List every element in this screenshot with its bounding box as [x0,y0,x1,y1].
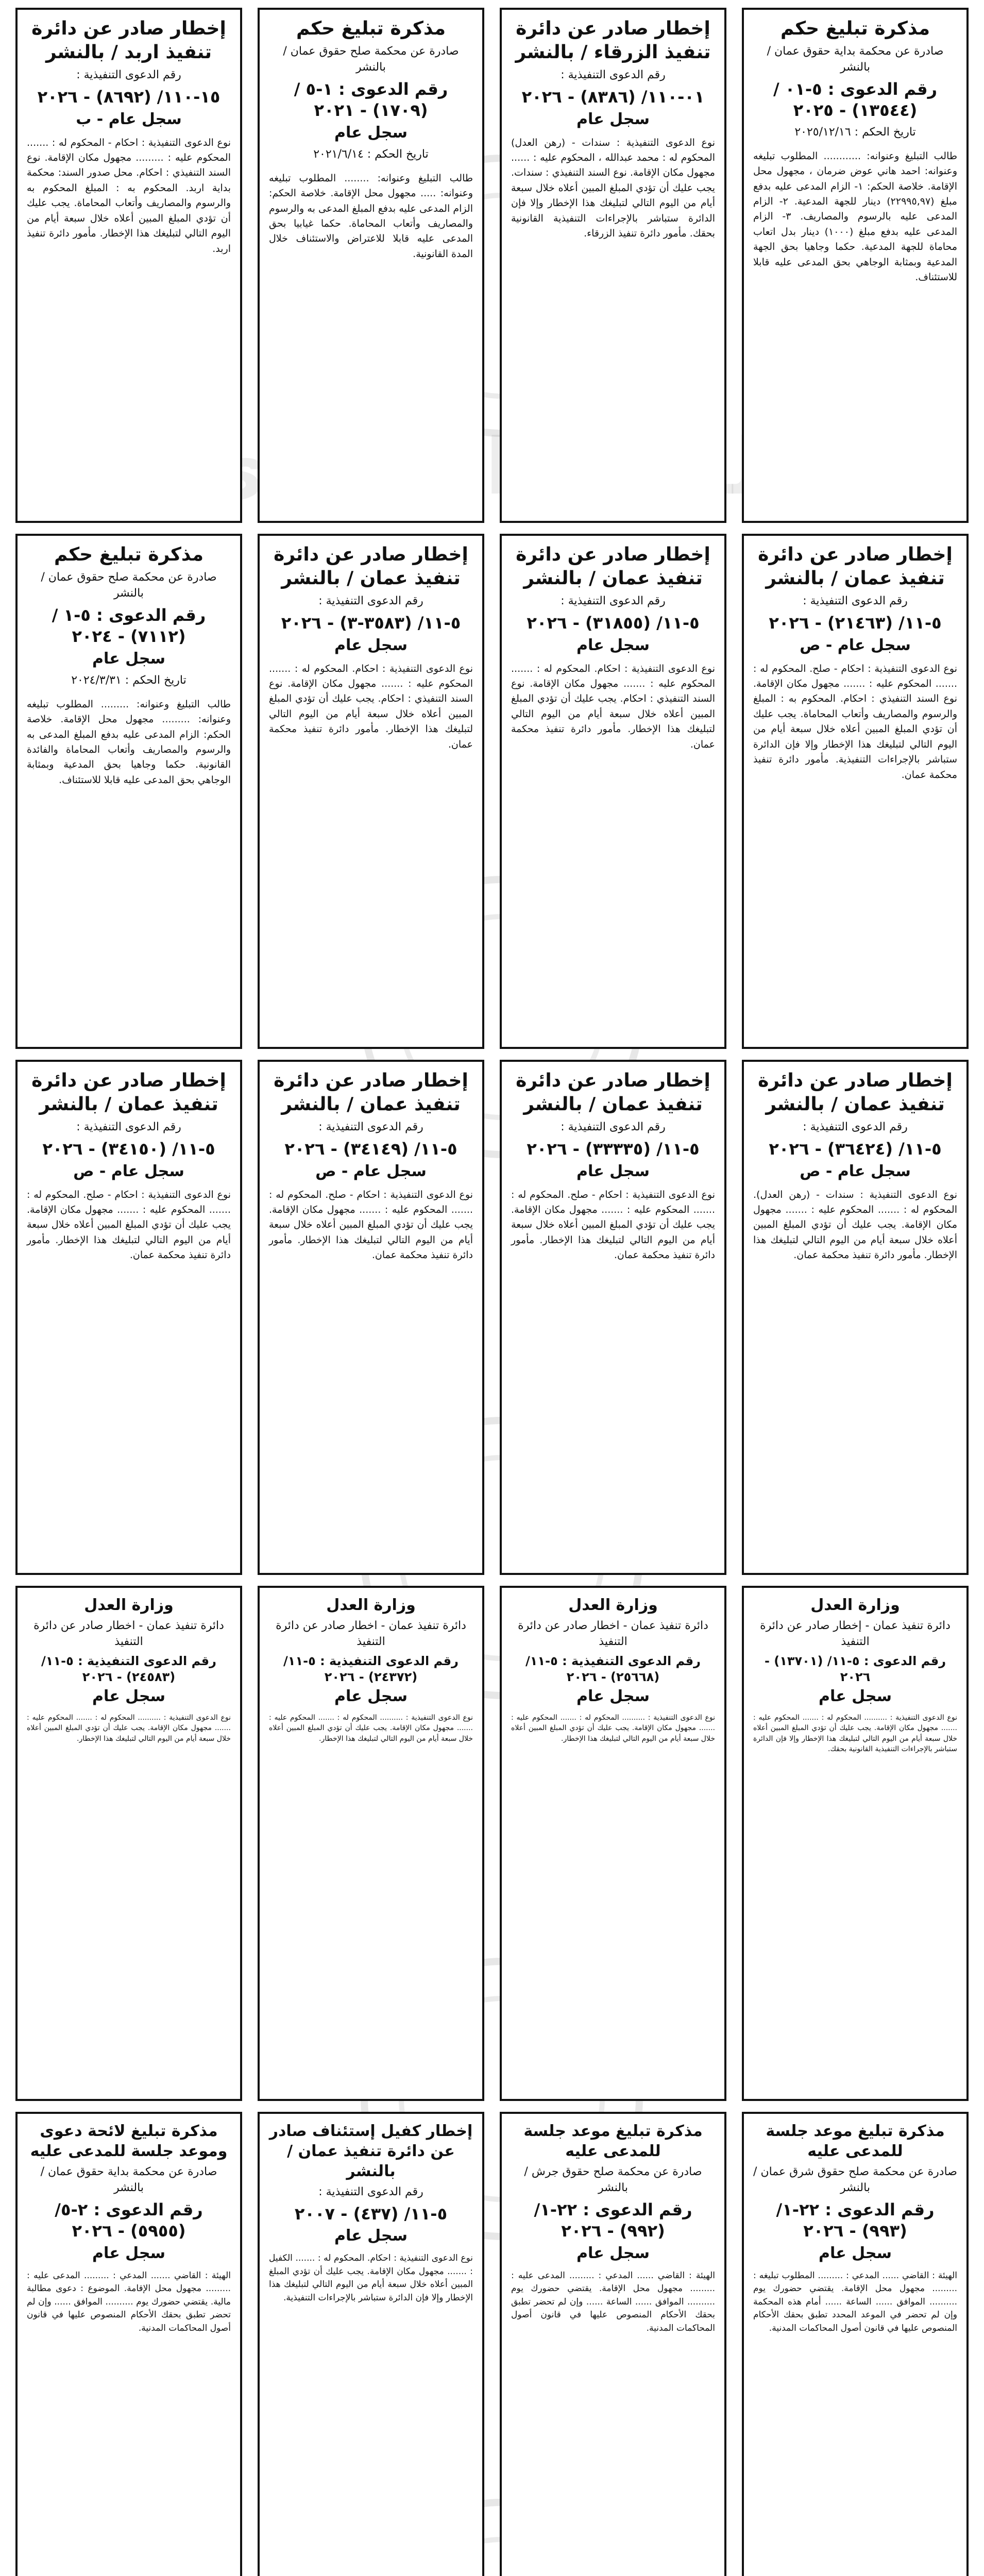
notice-title: وزارة العدل [84,1596,174,1614]
notice-body: طالب التبليغ وعنوانه: ........ المطلوب تبليغه وعنوانه: ..... مجهول محل الإقامة. خلاصة الحكم: الزام المدعى عليه بدفع المبلغ المدعى به والرسوم والمصاريف وأتعاب المحاماة. حكما غيابيا بحق المدعى عليه قابلا للاعتراض والاستئناف خلال المدة القانونية. [269,172,473,260]
notice-body: نوع الدعوى التنفيذية : .......... المحكوم له : ....... المحكوم عليه : ....... مجهول مكان الإقامة. يجب عليك أن تؤدي المبلغ المبين أعلاه خلال سبعة أيام من اليوم التالي لتبليغك هذا الإخطار. [27,1713,231,1743]
legal-notice [500,1060,726,1575]
legal-notice [15,534,242,1049]
legal-notice [15,8,242,523]
notice-register: سجل عام [92,649,166,668]
watermark-text: الوكيل الإخباري [196,422,788,512]
notice-date: تاريخ الحكم : ٢٠٢٤/٣/٣١ [71,673,186,687]
legal-notice [742,1586,969,2101]
notice-body: نوع الدعوى التنفيذية : احكام - صلح. المحكوم له : ....... المحكوم عليه : ....... مجهول مكان الإقامة. يجب عليك أن تؤدي المبلغ المبين أعلاه خلال سبعة أيام من اليوم التالي لتبليغك هذا الإخطار. مأمور دائرة تنفيذ محكمة عمان. [27,1189,231,1261]
notice-case-number: رقم الدعوى : ٥-١١/ (١٣٧٠١) - ٢٠٢٦ [764,1653,946,1684]
notice-title: إخطار صادر عن دائرة تنفيذ عمان / بالنشر [31,1070,226,1115]
notice-body: نوع الدعوى التنفيذية : .......... المحكوم له : ....... المحكوم عليه : ....... مجهول مكان الإقامة. يجب عليك أن تؤدي المبلغ المبين أعلاه خلال سبعة أيام من اليوم التالي لتبليغك هذا الإخطار. [511,1713,715,1743]
notice-case-number: رقم الدعوى : ٥-١ / (٧١١٢) - ٢٠٢٤ [52,605,206,647]
notice-subtitle: رقم الدعوى التنفيذية : [803,595,908,608]
notice-register: سجل عام [576,636,650,654]
notice-case-number: رقم الدعوى : ١-٥ / (١٧٠٩) - ٢٠٢١ [294,79,448,121]
notice-body: طالب التبليغ وعنوانه: ......... المطلوب تبليغه وعنوانه: ......... مجهول محل الإقامة. خلاصة الحكم: الزام المدعى عليه بدفع المبلغ المدعى به والرسوم والمصاريف وأتعاب المحاماة والفائدة القانونية. حكما وجاهيا بحق المدعية وبمثابة الوجاهي بحق المدعى عليه قابلا للاستئناف. [27,698,231,786]
notice-subtitle: رقم الدعوى التنفيذية : [318,2185,423,2198]
legal-notice [500,2112,726,2576]
notice-subtitle: رقم الدعوى التنفيذية : [561,595,666,608]
notice-register: سجل عام [92,2244,166,2262]
notice-case-number: ٥-١١/ (٣٤١٥٠) - ٢٠٢٦ [42,1139,215,1159]
notice-date: تاريخ الحكم : ٢٠٢١/٦/١٤ [313,147,429,161]
notice-subtitle: دائرة تنفيذ عمان - اخطار صادر عن دائرة التنفيذ [33,1619,224,1648]
notice-title: وزارة العدل [326,1596,416,1614]
notice-register: سجل عام [576,1687,650,1705]
notices-grid [15,8,969,2576]
notice-case-number: ٥-١١/ (٢١٤٦٣) - ٢٠٢٦ [769,613,942,633]
notice-register: سجل عام [92,1687,166,1705]
notice-title: إخطار صادر عن دائرة تنفيذ عمان / بالنشر [758,1070,953,1115]
notice-register: سجل عام [818,1687,892,1705]
notice-subtitle: صادرة عن محكمة بداية حقوق عمان / بالنشر [767,45,944,74]
notice-title: إخطار صادر عن دائرة تنفيذ اربد / بالنشر [31,18,226,63]
legal-notice [15,1586,242,2101]
notice-body: نوع الدعوى التنفيذية : احكام. المحكوم له : ....... المحكوم عليه : ....... مجهول مكان الإقامة. نوع السند التنفيذي : احكام. يجب عليك أن تؤدي المبلغ المبين أعلاه خلال سبعة أيام من اليوم التالي لتبليغك هذا الإخطار. مأمور دائرة تنفيذ محكمة عمان. [269,663,473,750]
notice-case-number: ١٥-١١٠/ (٨٦٩٢) - ٢٠٢٦ [37,87,220,107]
notice-case-number: رقم الدعوى : ٥-٠١ / (١٣٥٤٤) - ٢٠٢٥ [773,79,938,121]
notice-register: سجل عام [334,2227,408,2245]
notice-title: مذكرة تبليغ حكم [54,544,204,565]
notice-body: نوع الدعوى التنفيذية : احكام - صلح. المحكوم له : ....... المحكوم عليه : ....... مجهول مكان الإقامة. يجب عليك أن تؤدي المبلغ المبين أعلاه خلال سبعة أيام من اليوم التالي لتبليغك هذا الإخطار. مأمور دائرة تنفيذ محكمة عمان. [511,1189,715,1261]
notice-subtitle: رقم الدعوى التنفيذية : [561,69,666,82]
notice-subtitle: رقم الدعوى التنفيذية : [318,595,423,608]
notice-title: مذكرة تبليغ حكم [296,18,446,39]
notice-subtitle: دائرة تنفيذ عمان - اخطار صادر عن دائرة التنفيذ [518,1619,708,1648]
notice-title: مذكرة تبليغ لائحة دعوى وموعد جلسة للمدعى عليه [30,2122,228,2160]
notice-title: إخطار صادر عن دائرة تنفيذ عمان / بالنشر [758,544,953,589]
notice-body: نوع الدعوى التنفيذية : احكام - صلح. المحكوم له : ....... المحكوم عليه : ....... مجهول مكان الإقامة. يجب عليك أن تؤدي المبلغ المبين أعلاه خلال سبعة أيام من اليوم التالي لتبليغك هذا الإخطار. مأمور دائرة تنفيذ محكمة عمان. [269,1189,473,1261]
notice-register: سجل عام - ص [73,1162,184,1180]
legal-notice [742,1060,969,1575]
notice-case-number: رقم الدعوى : ٢-٥/ (٥٩٥٥) - ٢٠٢٦ [55,2199,203,2241]
legal-notice [258,1060,484,1575]
notice-register: سجل عام [576,2244,650,2262]
legal-notice [500,1586,726,2101]
notice-body: نوع الدعوى التنفيذية : احكام. المحكوم له : ....... الكفيل : ....... مجهول مكان الإقامة. يجب عليك أن تؤدي المبلغ المبين أعلاه خلال سبعة أيام من اليوم التالي لتبليغك هذا الإخطار وإلا فإن الدائرة ستباشر بالإجراءات التنفيذية. [269,2253,473,2303]
notice-subtitle: صادرة عن محكمة صلح حقوق عمان / بالنشر [283,45,459,74]
notice-body: الهيئة : القاضي ...... المدعي : ......... المدعى عليه : ......... مجهول محل الإقامة. يقتضي حضورك يوم .......... الموافق ...... الساعة ...... وإن لم تحضر تطبق بحقك الأحكام المنصوص عليها في قانون أصول المحاكمات المدنية. [511,2270,715,2333]
notice-subtitle: صادرة عن محكمة صلح حقوق شرق عمان / بالنشر [753,2165,957,2194]
notice-title: وزارة العدل [568,1596,658,1614]
notice-register: سجل عام - ص [800,1162,911,1180]
notice-date: تاريخ الحكم : ٢٠٢٥/١٢/١٦ [794,125,916,139]
notice-subtitle: صادرة عن محكمة صلح حقوق عمان / بالنشر [41,571,217,600]
notice-title: إخطار كفيل إستئناف صادر عن دائرة تنفيذ عمان / بالنشر [269,2122,473,2180]
notice-register: سجل عام [576,110,650,128]
notice-register: سجل عام - ص [800,636,911,654]
notice-case-number: رقم الدعوى التنفيذية : ٥-١١/ (٢٤٣٧٢) - ٢٠٢٦ [283,1653,459,1684]
notice-register: سجل عام - ص [315,1162,427,1180]
notice-body: الهيئة : القاضي ...... المدعي : ......... المطلوب تبليغه : ......... مجهول محل الإقامة. يقتضي حضورك يوم .......... الموافق ...... الساعة ...... أمام هذه المحكمة وإن لم تحضر في الموعد المحدد تطبق بحقك الأحكام المنصوص عليها في قانون أصول المحاكمات المدنية. [753,2270,957,2333]
legal-notice [258,8,484,523]
notice-body: نوع الدعوى التنفيذية : .......... المحكوم له : ....... المحكوم عليه : ....... مجهول مكان الإقامة. يجب عليك أن تؤدي المبلغ المبين أعلاه خلال سبعة أيام من اليوم التالي لتبليغك هذا الإخطار. [269,1713,473,1743]
notice-title: مذكرة تبليغ موعد جلسة للمدعى عليه [766,2122,945,2160]
notice-subtitle: رقم الدعوى التنفيذية : [318,1121,423,1134]
notice-case-number: ٥-١١/ (٣٤١٤٩) - ٢٠٢٦ [284,1139,457,1159]
notice-body: نوع الدعوى التنفيذية : سندات - (رهن العدل). المحكوم له : ....... المحكوم عليه : ....... مجهول مكان الإقامة. يجب عليك أن تؤدي المبلغ المبين أعلاه خلال سبعة أيام من اليوم التالي لتبليغك هذا الإخطار. مأمور دائرة تنفيذ محكمة عمان. [753,1189,957,1261]
notice-body: نوع الدعوى التنفيذية : احكام - صلح. المحكوم له : ....... المحكوم عليه : ....... مجهول مكان الإقامة. نوع السند التنفيذي : احكام. المحكوم به : المبلغ والرسوم والمصاريف وأتعاب المحاماة. يجب عليك أن تؤدي المبلغ المبين أعلاه خلال سبعة أيام من اليوم التالي لتبليغك هذا الإخطار وإلا فإن الدائرة ستباشر بالإجراءات التنفيذية. مأمور دائرة تنفيذ محكمة عمان. [753,663,957,781]
notice-body: نوع الدعوى التنفيذية : سندات - (رهن العدل) المحكوم له : محمد عبدالله ، المحكوم عليه : ...... مجهول مكان الإقامة. نوع السند التنفيذي : سندات. يجب عليك أن تؤدي المبلغ المبين أعلاه خلال سبعة أيام من اليوم التالي لتبليغك هذا الإخطار وإلا فإن الدائرة ستباشر بالإجراءات التنفيذية القانونية بحقك. مأمور دائرة تنفيذ الزرقاء. [511,137,715,240]
notice-case-number: رقم الدعوى التنفيذية : ٥-١١/ (٢٥٦٦٨) - ٢٠٢٦ [525,1653,701,1684]
notice-register: سجل عام [576,1162,650,1180]
notice-title: إخطار صادر عن دائرة تنفيذ الزرقاء / بالنشر [515,18,711,63]
notice-subtitle: رقم الدعوى التنفيذية : [561,1121,666,1134]
notice-case-number: ٥-١١/ (٤٣٧) - ٢٠٠٧ [294,2204,448,2224]
notice-case-number: ٠١-١١٠/ (٨٣٨٦) - ٢٠٢٦ [521,87,705,107]
notice-register: سجل عام [334,1687,408,1705]
legal-notice [742,2112,969,2576]
notice-title: وزارة العدل [810,1596,900,1614]
notice-case-number: رقم الدعوى : ٢٢-١/ (٩٩٢) - ٢٠٢٦ [534,2199,692,2241]
notice-subtitle: دائرة تنفيذ عمان - اخطار صادر عن دائرة التنفيذ [276,1619,466,1648]
notice-case-number: ٥-١١/ (٣٦٤٢٤) - ٢٠٢٦ [769,1139,942,1159]
notice-subtitle: دائرة تنفيذ عمان - إخطار صادر عن دائرة التنفيذ [760,1619,951,1648]
legal-notice [742,534,969,1049]
notice-body: نوع الدعوى التنفيذية : .......... المحكوم له : ....... المحكوم عليه : ....... مجهول مكان الإقامة. يجب عليك أن تؤدي المبلغ المبين أعلاه خلال سبعة أيام من اليوم التالي لتبليغك هذا الإخطار وإلا فإن الدائرة ستباشر بالإجراءات التنفيذية القانونية بحقك. [753,1713,957,1753]
notice-case-number: ٥-١١/ (٣٥٨٣-٣) - ٢٠٢٦ [281,613,461,633]
notice-body: الهيئة : القاضي ....... المدعي : ......... المدعى عليه : ......... مجهول محل الإقامة. الموضوع : دعوى مطالبة مالية. يقتضي حضورك يوم .......... الموافق ...... وإن لم تحضر تطبق بحقك الأحكام المنصوص عليها في قانون أصول المحاكمات المدنية. [27,2270,231,2333]
notice-body: طالب التبليغ وعنوانه: ............ المطلوب تبليغه وعنوانه: احمد هاني عوض ضرمان ، مجهول محل الإقامة. خلاصة الحكم: ١- الزام المدعى عليه بدفع مبلغ (٢٢٩٩٥,٩٧) دينار للجهة المدعية. ٢- الزام المدعى عليه بالرسوم والمصاريف. ٣- الزام المدعى عليه بدفع مبلغ (١٠٠٠) دينار بدل اتعاب محاماة للجهة المدعية. حكما وجاهيا بحق الجهة المدعية وبمثابة الوجاهي بحق المدعى عليه قابلا للاستئناف. [753,150,958,283]
notice-title: مذكرة تبليغ موعد جلسة للمدعى عليه [523,2122,703,2160]
notice-title: إخطار صادر عن دائرة تنفيذ عمان / بالنشر [516,544,710,589]
notice-title: إخطار صادر عن دائرة تنفيذ عمان / بالنشر [274,544,468,589]
legal-notice [15,1060,242,1575]
notice-title: إخطار صادر عن دائرة تنفيذ عمان / بالنشر [516,1070,710,1115]
legal-notice [258,2112,484,2576]
legal-notice [500,534,726,1049]
notice-case-number: رقم الدعوى التنفيذية : ٥-١١/ (٢٤٥٨٣) - ٢٠٢٦ [41,1653,216,1684]
legal-notice [15,2112,242,2576]
notice-body: نوع الدعوى التنفيذية : احكام. المحكوم له : ....... المحكوم عليه : ....... مجهول مكان الإقامة. نوع السند التنفيذي : احكام. يجب عليك أن تؤدي المبلغ المبين أعلاه خلال سبعة أيام من اليوم التالي لتبليغك هذا الإخطار. مأمور دائرة تنفيذ محكمة عمان. [511,663,715,750]
notice-subtitle: رقم الدعوى التنفيذية : [76,1121,181,1134]
notice-case-number: ٥-١١/ (٣١٨٥٥) - ٢٠٢٦ [527,613,700,633]
notice-register: سجل عام [334,123,408,142]
notice-subtitle: رقم الدعوى التنفيذية : [803,1121,908,1134]
notice-title: إخطار صادر عن دائرة تنفيذ عمان / بالنشر [274,1070,468,1115]
notice-title: مذكرة تبليغ حكم [780,18,930,39]
legal-notice [742,8,969,523]
legal-notice [258,534,484,1049]
notice-register: سجل عام [818,2244,892,2262]
notice-subtitle: صادرة عن محكمة صلح حقوق جرش / بالنشر [524,2165,702,2194]
notice-body: نوع الدعوى التنفيذية : احكام - المحكوم له : ....... المحكوم عليه : ......... مجهول مكان الإقامة. نوع السند التنفيذي : احكام. محل صدور السند: محكمة بداية اربد. المحكوم به : المبلغ المحكوم به والرسوم والمصاريف وأتعاب المحاماة. يجب عليك أن تؤدي المبلغ المبين أعلاه خلال سبعة أيام من اليوم التالي لتبليغك هذا الإخطار. مأمور دائرة تنفيذ اربد. [27,137,231,255]
notice-subtitle: رقم الدعوى التنفيذية : [76,69,181,82]
notice-subtitle: صادرة عن محكمة بداية حقوق عمان / بالنشر [40,2165,217,2194]
legal-notice [500,8,726,523]
notice-case-number: ٥-١١/ (٣٣٣٣٥) - ٢٠٢٦ [527,1139,700,1159]
notice-register: سجل عام [334,636,408,654]
notice-register: سجل عام - ب [76,110,182,128]
notice-case-number: رقم الدعوى : ٢٢-١/ (٩٩٣) - ٢٠٢٦ [776,2199,935,2241]
legal-notice [258,1586,484,2101]
